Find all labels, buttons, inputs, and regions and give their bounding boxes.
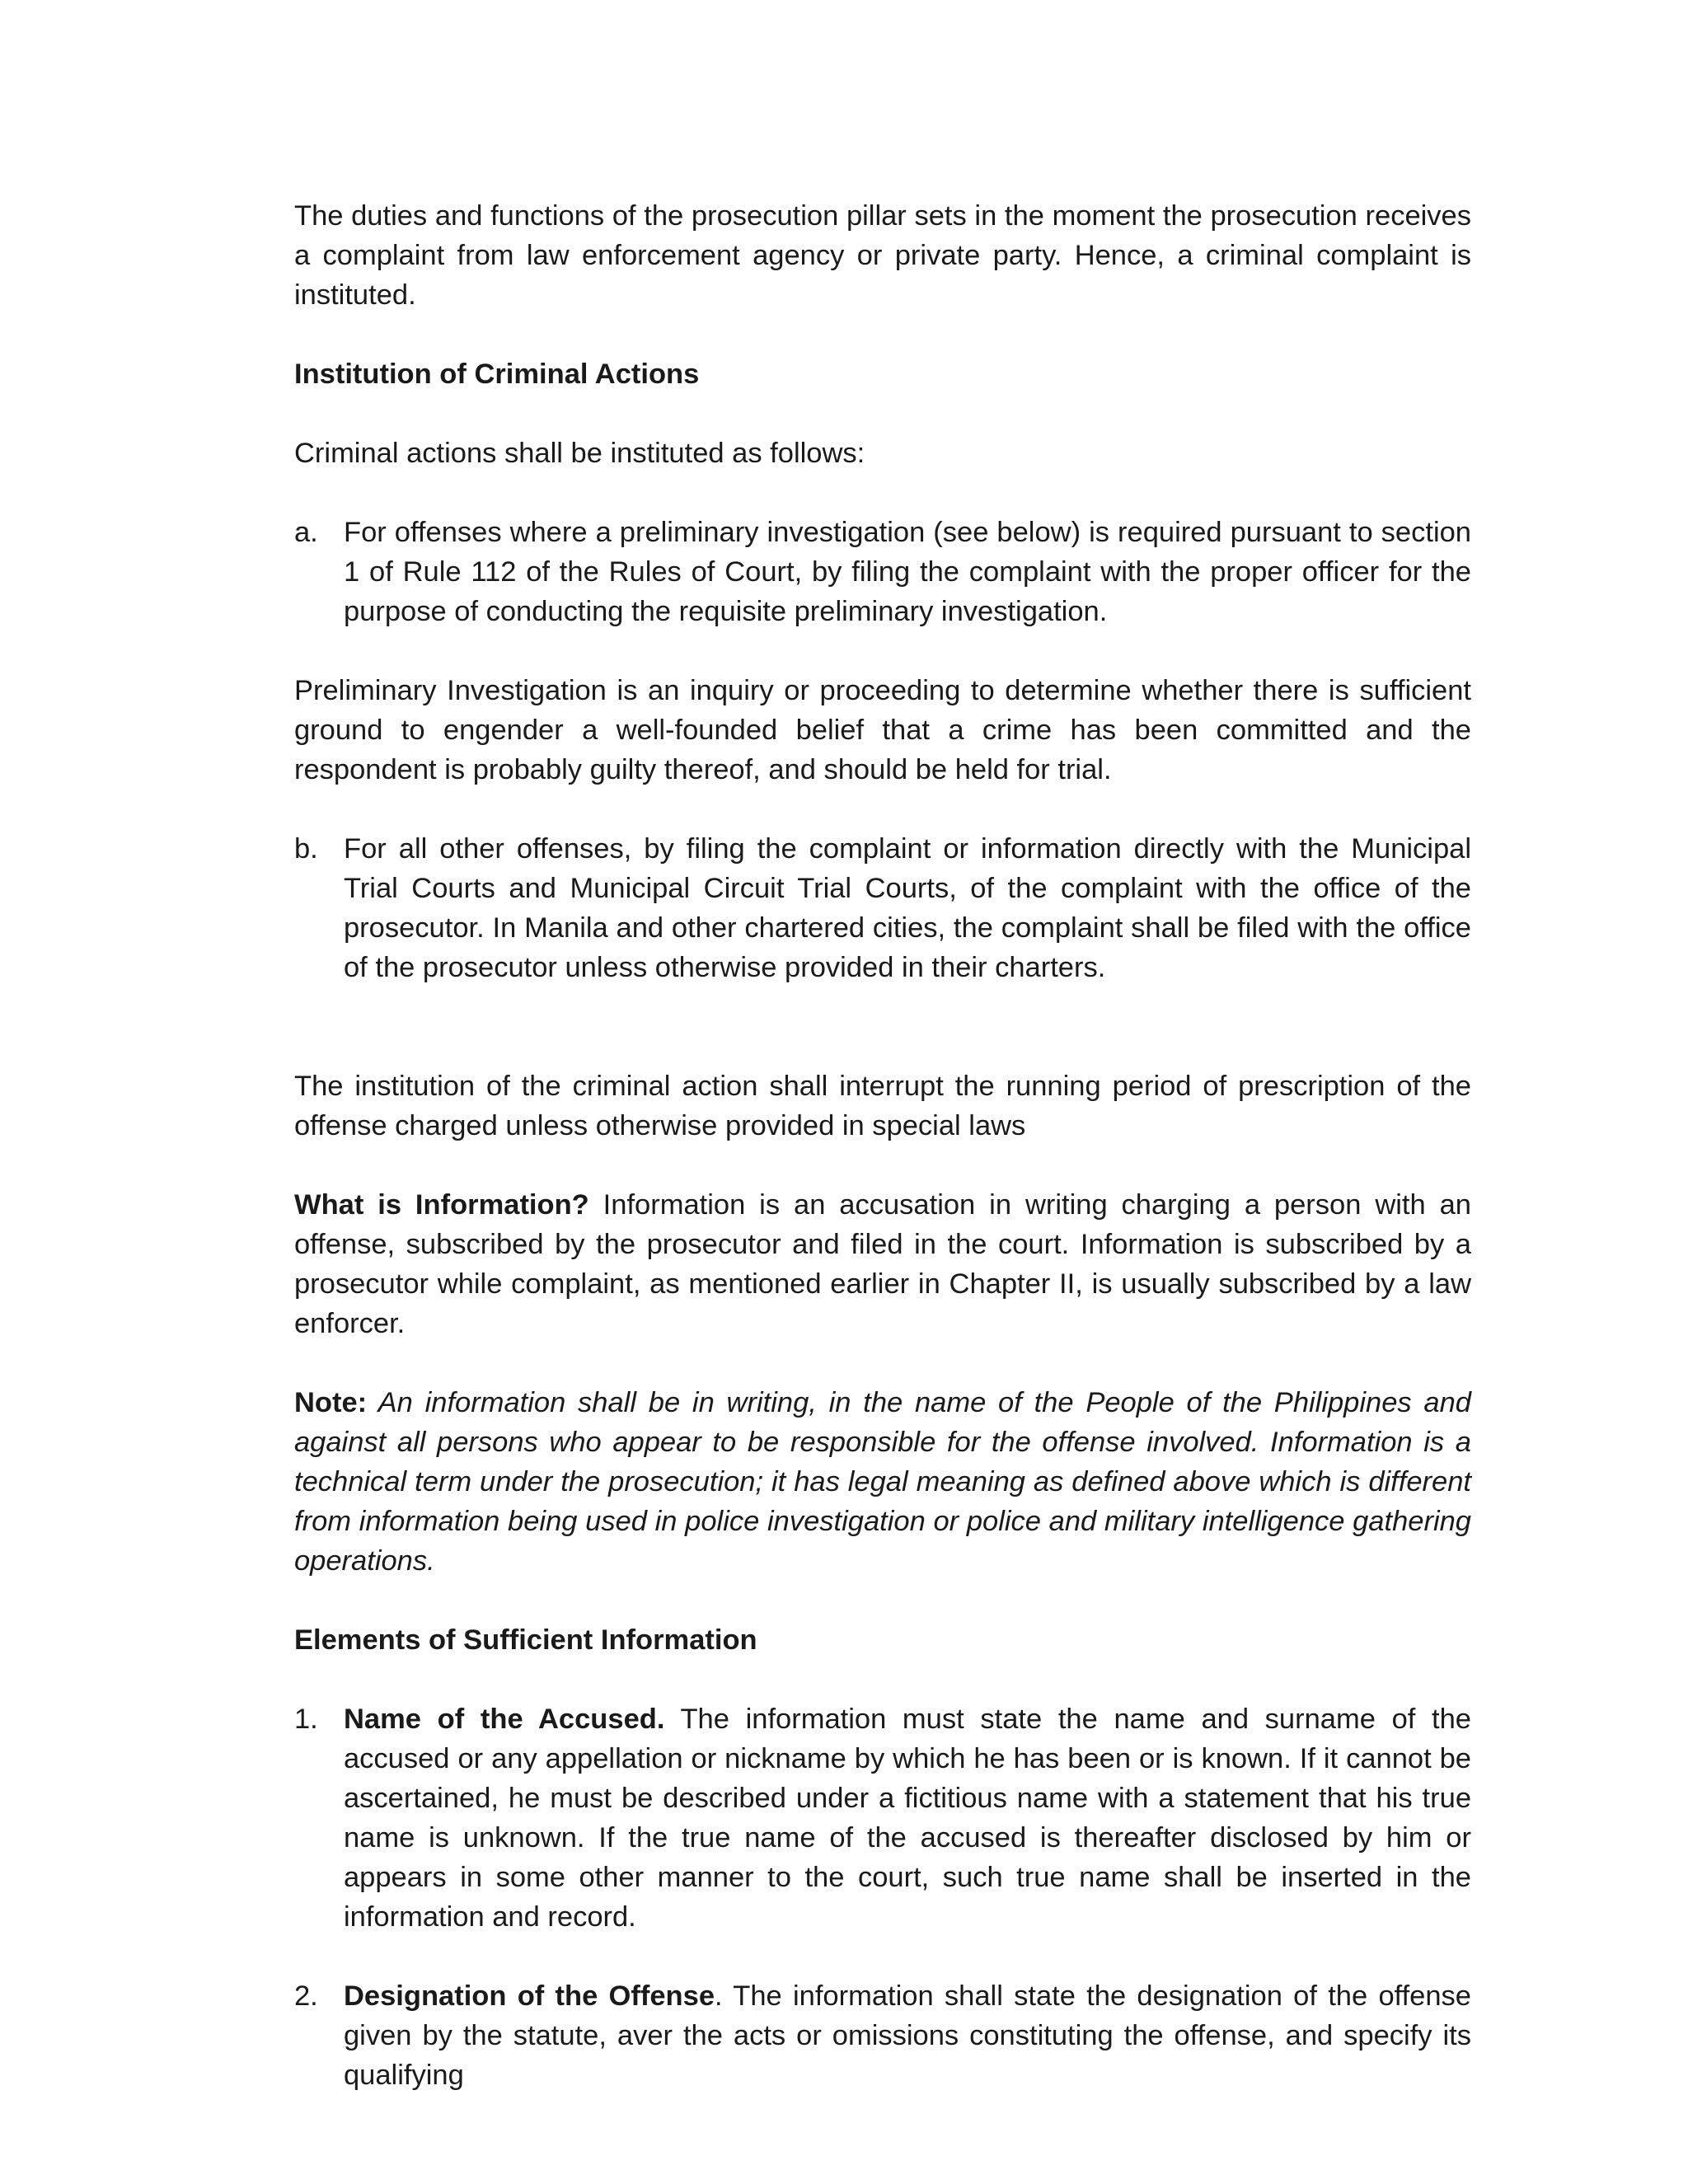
interruption-paragraph: The institution of the criminal action shall interrupt the running period of prescription of the offense charged unless otherwise provided in special laws [294,1071,1471,1141]
document-page [294,196,1471,2135]
element-title-1: Name of the Accused. [344,1704,665,1735]
institution-heading: Institution of Criminal Actions [294,359,700,390]
information-text: Information is an accusation in writing charging a person with an offense, subscribed by the prosecutor and filed in the court. Information is subscribed by a prosecutor while complaint, as mentioned earlier in Chapter II, is usually subscribed by a law enforcer. [294,1189,1471,1339]
note-label: Note: [294,1387,368,1418]
list-text-b: For all other offenses, by filing the complaint or information directly with the Municipal Trial Courts and Municipal Circuit Trial Courts, of the complaint with the office of the prosecutor. In Manila and other chartered cities, the complaint shall be filed with the office of the prosecutor unless otherwise provided in their charters. [344,833,1471,983]
element-text-1: The information must state the name and surname of the accused or any appellation or nickname by which he has been or is known. If it cannot be ascertained, he must be described under a fictitious name with a statement that his true name is unknown. If the true name of the accused is thereafter disclosed by him or appears in some other manner to the court, such true name shall be inserted in the information and record. [344,1704,1471,1933]
list-text-a: For offenses where a preliminary investigation (see below) is required pursuant to section 1 of Rule 112 of the Rules of Court, by filing the complaint with the proper officer for the purpose of conducting the requisite preliminary investigation. [344,517,1471,627]
institution-lead: Criminal actions shall be instituted as follows: [294,438,865,469]
list-item-b [294,829,1471,987]
list-item-a [294,513,1471,631]
element-title-2: Designation of the Offense [344,1980,715,2012]
intro-paragraph: The duties and functions of the prosecution pillar sets in the moment the prosecution receives a complaint from law enforcement agency or private party. Hence, a criminal complaint is instituted. [294,200,1471,311]
information-paragraph [294,1185,1471,1343]
list-marker-b: b. [294,833,318,865]
element-marker-2: 2. [294,1980,318,2012]
element-text-2: . The information shall state the designation of the offense given by the statute, aver the acts or omissions constituting the offense, and specify its qualifying [344,1980,1471,2091]
list-marker-a: a. [294,517,318,548]
element-item-2 [294,1976,1471,2095]
note-paragraph [294,1383,1471,1581]
element-marker-1: 1. [294,1704,318,1735]
elements-heading: Elements of Sufficient Information [294,1624,757,1656]
information-label: What is Information? [294,1189,589,1221]
element-item-1 [294,1699,1471,1937]
preliminary-investigation-paragraph: Preliminary Investigation is an inquiry or proceeding to determine whether there is sufficient ground to engender a well-founded belief that a crime has been committed and the respondent is probably guilty thereof, and should be held for trial. [294,675,1471,785]
note-text: An information shall be in writing, in the name of the People of the Philippines and against all persons who appear to be responsible for the offense involved. Information is a technical term under the prosecution; it has legal meaning as defined above which is different from information being used in police investigation or police and military intelligence gathering operations. [294,1387,1471,1577]
